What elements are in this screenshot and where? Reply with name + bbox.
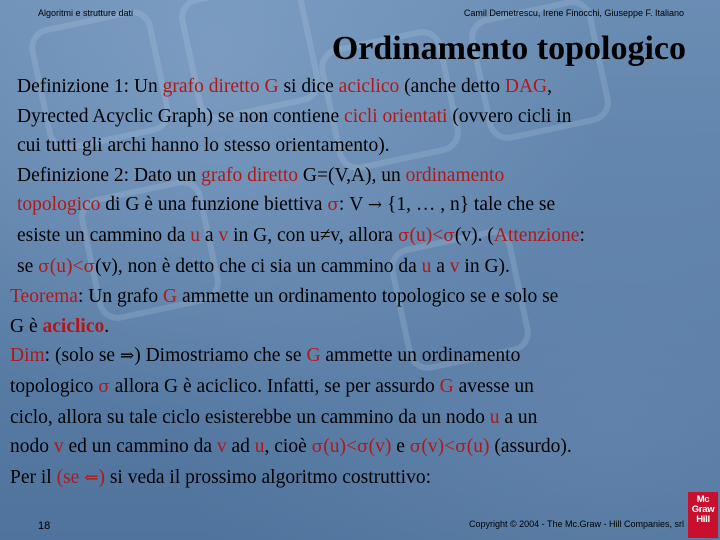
highlight: u xyxy=(421,255,432,277)
text: si veda il prossimo algoritmo costruttivo: xyxy=(104,466,432,488)
highlight: (u)< xyxy=(409,224,444,246)
sigma-symbol: σ xyxy=(455,437,467,458)
definition-2-line-3 xyxy=(0,221,720,252)
highlight-bold: aciclico xyxy=(42,315,105,337)
highlight: (u) xyxy=(466,436,490,458)
highlight: v xyxy=(53,436,64,458)
sigma-symbol: σ xyxy=(357,437,369,458)
slide-body xyxy=(0,72,720,493)
highlight: u xyxy=(190,224,201,246)
text: : Un grafo xyxy=(77,286,163,308)
highlight: (u)< xyxy=(49,255,84,277)
text: ) Dimostriamo che se xyxy=(134,345,307,367)
text: si dice xyxy=(278,76,339,97)
highlight: v xyxy=(218,224,229,246)
highlight: G xyxy=(306,345,321,367)
highlight: topologico xyxy=(17,194,101,216)
sigma-symbol: σ xyxy=(397,225,410,246)
highlight: Teorema xyxy=(10,286,78,308)
slide-title: Ordinamento topologico xyxy=(331,30,686,67)
text: allora G è aciclico. Infatti, se per assurdo xyxy=(109,375,440,397)
page-number: 18 xyxy=(38,520,51,532)
highlight: (v) xyxy=(368,436,392,458)
highlight: G xyxy=(439,375,454,397)
highlight: Attenzione xyxy=(493,224,580,246)
copyright-notice: Copyright © 2004 - The Mc.Graw - Hill Companies, srl xyxy=(468,519,684,529)
text: nodo xyxy=(10,436,54,458)
text: esiste un cammino da xyxy=(17,224,191,246)
header-course-name: Algoritmi e strutture dati xyxy=(38,8,134,18)
text: e xyxy=(391,436,410,458)
logo-text: Hill xyxy=(696,514,710,525)
proof-line-3 xyxy=(0,403,720,433)
highlight: ) xyxy=(98,466,105,488)
text: : V xyxy=(338,194,368,216)
text: : (solo se xyxy=(44,345,120,367)
highlight: grafo diretto G xyxy=(162,76,279,97)
sigma-symbol: σ xyxy=(327,195,339,216)
text: avesse un xyxy=(453,375,534,397)
proof-line-5 xyxy=(0,463,720,494)
text: (v). ( xyxy=(454,224,494,246)
highlight: v xyxy=(449,255,460,277)
implied-by-symbol: ⇐ xyxy=(84,467,99,488)
definition-2-line-2 xyxy=(0,190,720,221)
sigma-symbol: σ xyxy=(311,437,324,458)
text: in G). xyxy=(459,255,510,277)
text: se xyxy=(17,255,39,277)
highlight: u xyxy=(254,436,265,458)
text: a xyxy=(200,224,219,246)
highlight: Dim xyxy=(10,345,45,367)
text: Per il xyxy=(10,466,57,488)
theorem-line-2 xyxy=(0,312,720,342)
text: G è xyxy=(10,315,43,337)
text: (anche detto xyxy=(399,76,505,97)
highlight: (se xyxy=(56,466,85,488)
highlight: DAG xyxy=(504,76,548,97)
definition-2-line-4 xyxy=(0,252,720,283)
text: a un xyxy=(499,406,538,428)
sigma-symbol: σ xyxy=(38,256,50,277)
text: ammette un ordinamento xyxy=(320,345,521,367)
highlight: ordinamento xyxy=(405,164,505,186)
proof-line-4 xyxy=(0,432,720,463)
highlight: G xyxy=(162,286,178,308)
highlight: grafo diretto xyxy=(201,164,299,186)
text: Definizione 2: Dato un xyxy=(17,164,202,186)
text: ciclo, allora su tale ciclo esisterebbe un cammino da un nodo xyxy=(10,406,490,428)
header-authors: Camil Demetrescu, Irene Finocchi, Giuseppe F. Italiano xyxy=(463,8,684,18)
highlight: (v)< xyxy=(421,436,456,458)
text: (ovvero cicli in xyxy=(447,105,572,127)
text: di G è una funzione biettiva xyxy=(100,194,328,216)
sigma-symbol: σ xyxy=(409,437,422,458)
sigma-symbol: σ xyxy=(98,376,110,397)
highlight: (u)< xyxy=(323,436,357,458)
text: G=(V,A), un xyxy=(298,164,406,186)
logo-text: Mc xyxy=(696,494,710,505)
text: (v), non è detto che ci sia un cammino da xyxy=(95,255,422,277)
highlight: v xyxy=(216,436,227,458)
text: topologico xyxy=(10,375,99,397)
text: : xyxy=(579,224,585,246)
sigma-symbol: σ xyxy=(443,225,455,246)
text: (assurdo). xyxy=(489,436,572,458)
highlight: aciclico xyxy=(338,76,400,97)
definition-1-line-3: cui tutti gli archi hanno lo stesso orientamento). xyxy=(17,135,390,157)
text: , xyxy=(547,76,552,97)
text: . xyxy=(104,315,110,337)
text: ammette un ordinamento topologico se e solo se xyxy=(177,286,559,308)
sigma-symbol: σ xyxy=(83,256,96,277)
text: in G, con u≠v, allora xyxy=(228,224,398,246)
definition-1-line-2 xyxy=(0,102,720,132)
proof-line-2 xyxy=(0,372,720,403)
text: a xyxy=(431,255,450,277)
arrow-symbol: → xyxy=(367,195,383,216)
highlight: u xyxy=(489,406,500,428)
text: {1, … , n} tale che se xyxy=(382,194,556,216)
text: ad xyxy=(226,436,255,458)
highlight: cicli orientati xyxy=(344,105,448,127)
publisher-logo xyxy=(688,492,718,538)
text: Definizione 1: Un xyxy=(17,76,163,97)
theorem-line-1 xyxy=(0,282,720,312)
definition-2-line-1 xyxy=(0,161,720,191)
implies-symbol: ⇒ xyxy=(119,346,135,367)
text: , cioè xyxy=(264,436,312,458)
proof-line-1 xyxy=(0,341,720,372)
text: ed un cammino da xyxy=(63,436,217,458)
definition-1-line-1 xyxy=(0,72,720,102)
logo-text: Graw xyxy=(691,504,715,515)
text: Dyrected Acyclic Graph) se non contiene xyxy=(17,105,345,127)
